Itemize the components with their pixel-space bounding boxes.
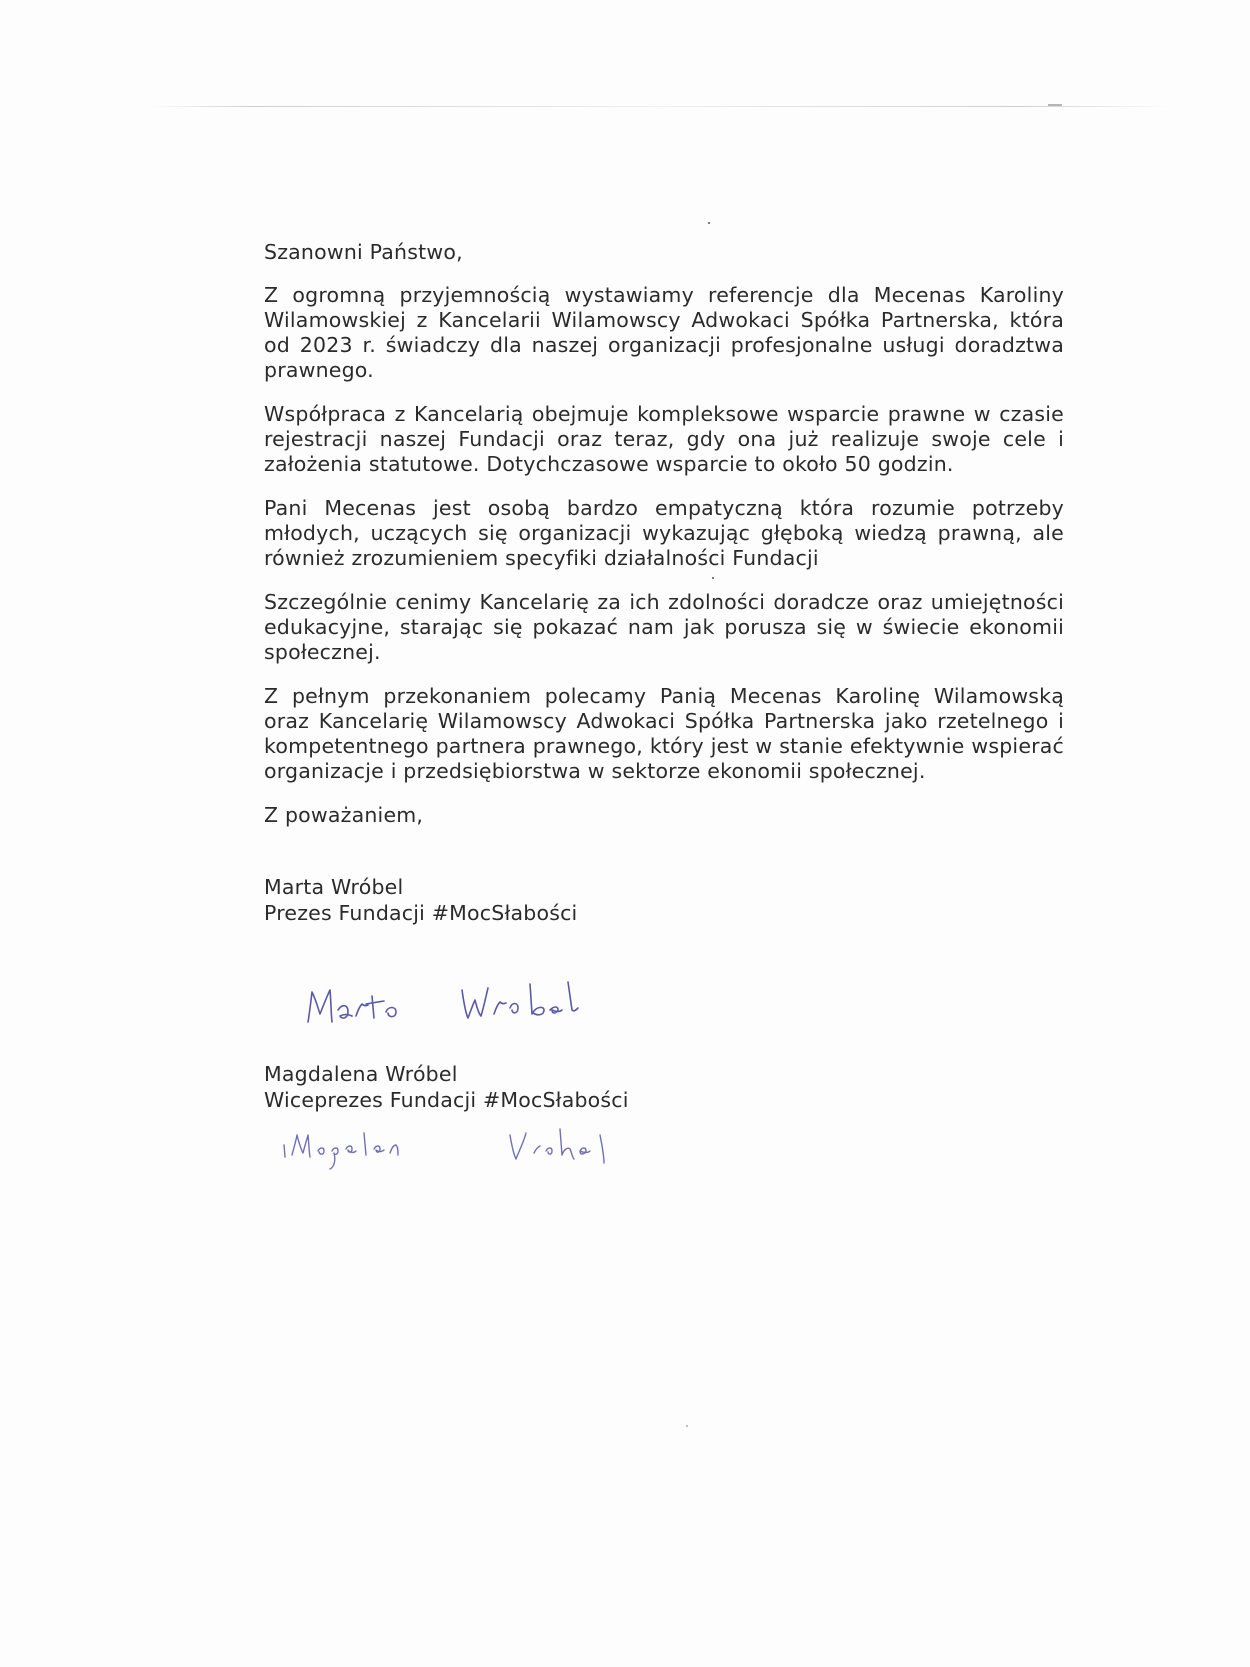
paragraph-4: Szczególnie cenimy Kancelarię za ich zdolności doradcze oraz umiejętności edukacyjne, starając się pokazać nam jak porusza się w świecie ekonomii społecznej. [264,590,1064,664]
scan-mark [1048,104,1062,106]
scan-speck [686,1425,688,1427]
paragraph-1: Z ogromną przyjemnością wystawiamy referencje dla Mecenas Karoliny Wilamowskiej z Kancelarii Wilamowscy Adwokaci Spółka Partnerska, która od 2023 r. świadczy dla naszej organizacji profesjonalne usługi doradztwa prawnego. [264,283,1064,382]
letter-body [264,240,1064,828]
signature-marta [300,970,630,1040]
closing: Z poważaniem, [264,803,424,827]
signer-title: Prezes Fundacji #MocSłabości [264,901,578,925]
scan-edge-line [150,106,1170,107]
greeting: Szanowni Państwo, [264,240,463,264]
scan-speck [708,222,710,224]
signer-block-vice-president [264,1061,629,1113]
paragraph-3: Pani Mecenas jest osobą bardzo empatyczną która rozumie potrzeby młodych, uczących się organizacji wykazując głęboką wiedzą prawną, ale również zrozumieniem specyfiki działalności Fundacji [264,496,1064,570]
signer-name: Marta Wróbel [264,875,404,899]
signer-block-president [264,874,577,926]
paragraph-2: Współpraca z Kancelarią obejmuje kompleksowe wsparcie prawne w czasie rejestracji naszej Fundacji oraz teraz, gdy ona już realizuje swoje cele i założenia statutowe. Dotychczasowe wsparcie to około 50 godzin. [264,402,1064,476]
signer-name: Magdalena Wróbel [264,1062,458,1086]
paragraph-5: Z pełnym przekonaniem polecamy Panią Mecenas Karolinę Wilamowską oraz Kancelarię Wilamowscy Adwokaci Spółka Partnerska jako rzetelnego i kompetentnego partnera prawnego, który jest w stanie efektywnie wspierać organizacje i przedsiębiorstwa w sektorze ekonomii społecznej. [264,684,1064,783]
signer-title: Wiceprezes Fundacji #MocSłabości [264,1088,629,1112]
signature-magdalena [270,1115,670,1195]
